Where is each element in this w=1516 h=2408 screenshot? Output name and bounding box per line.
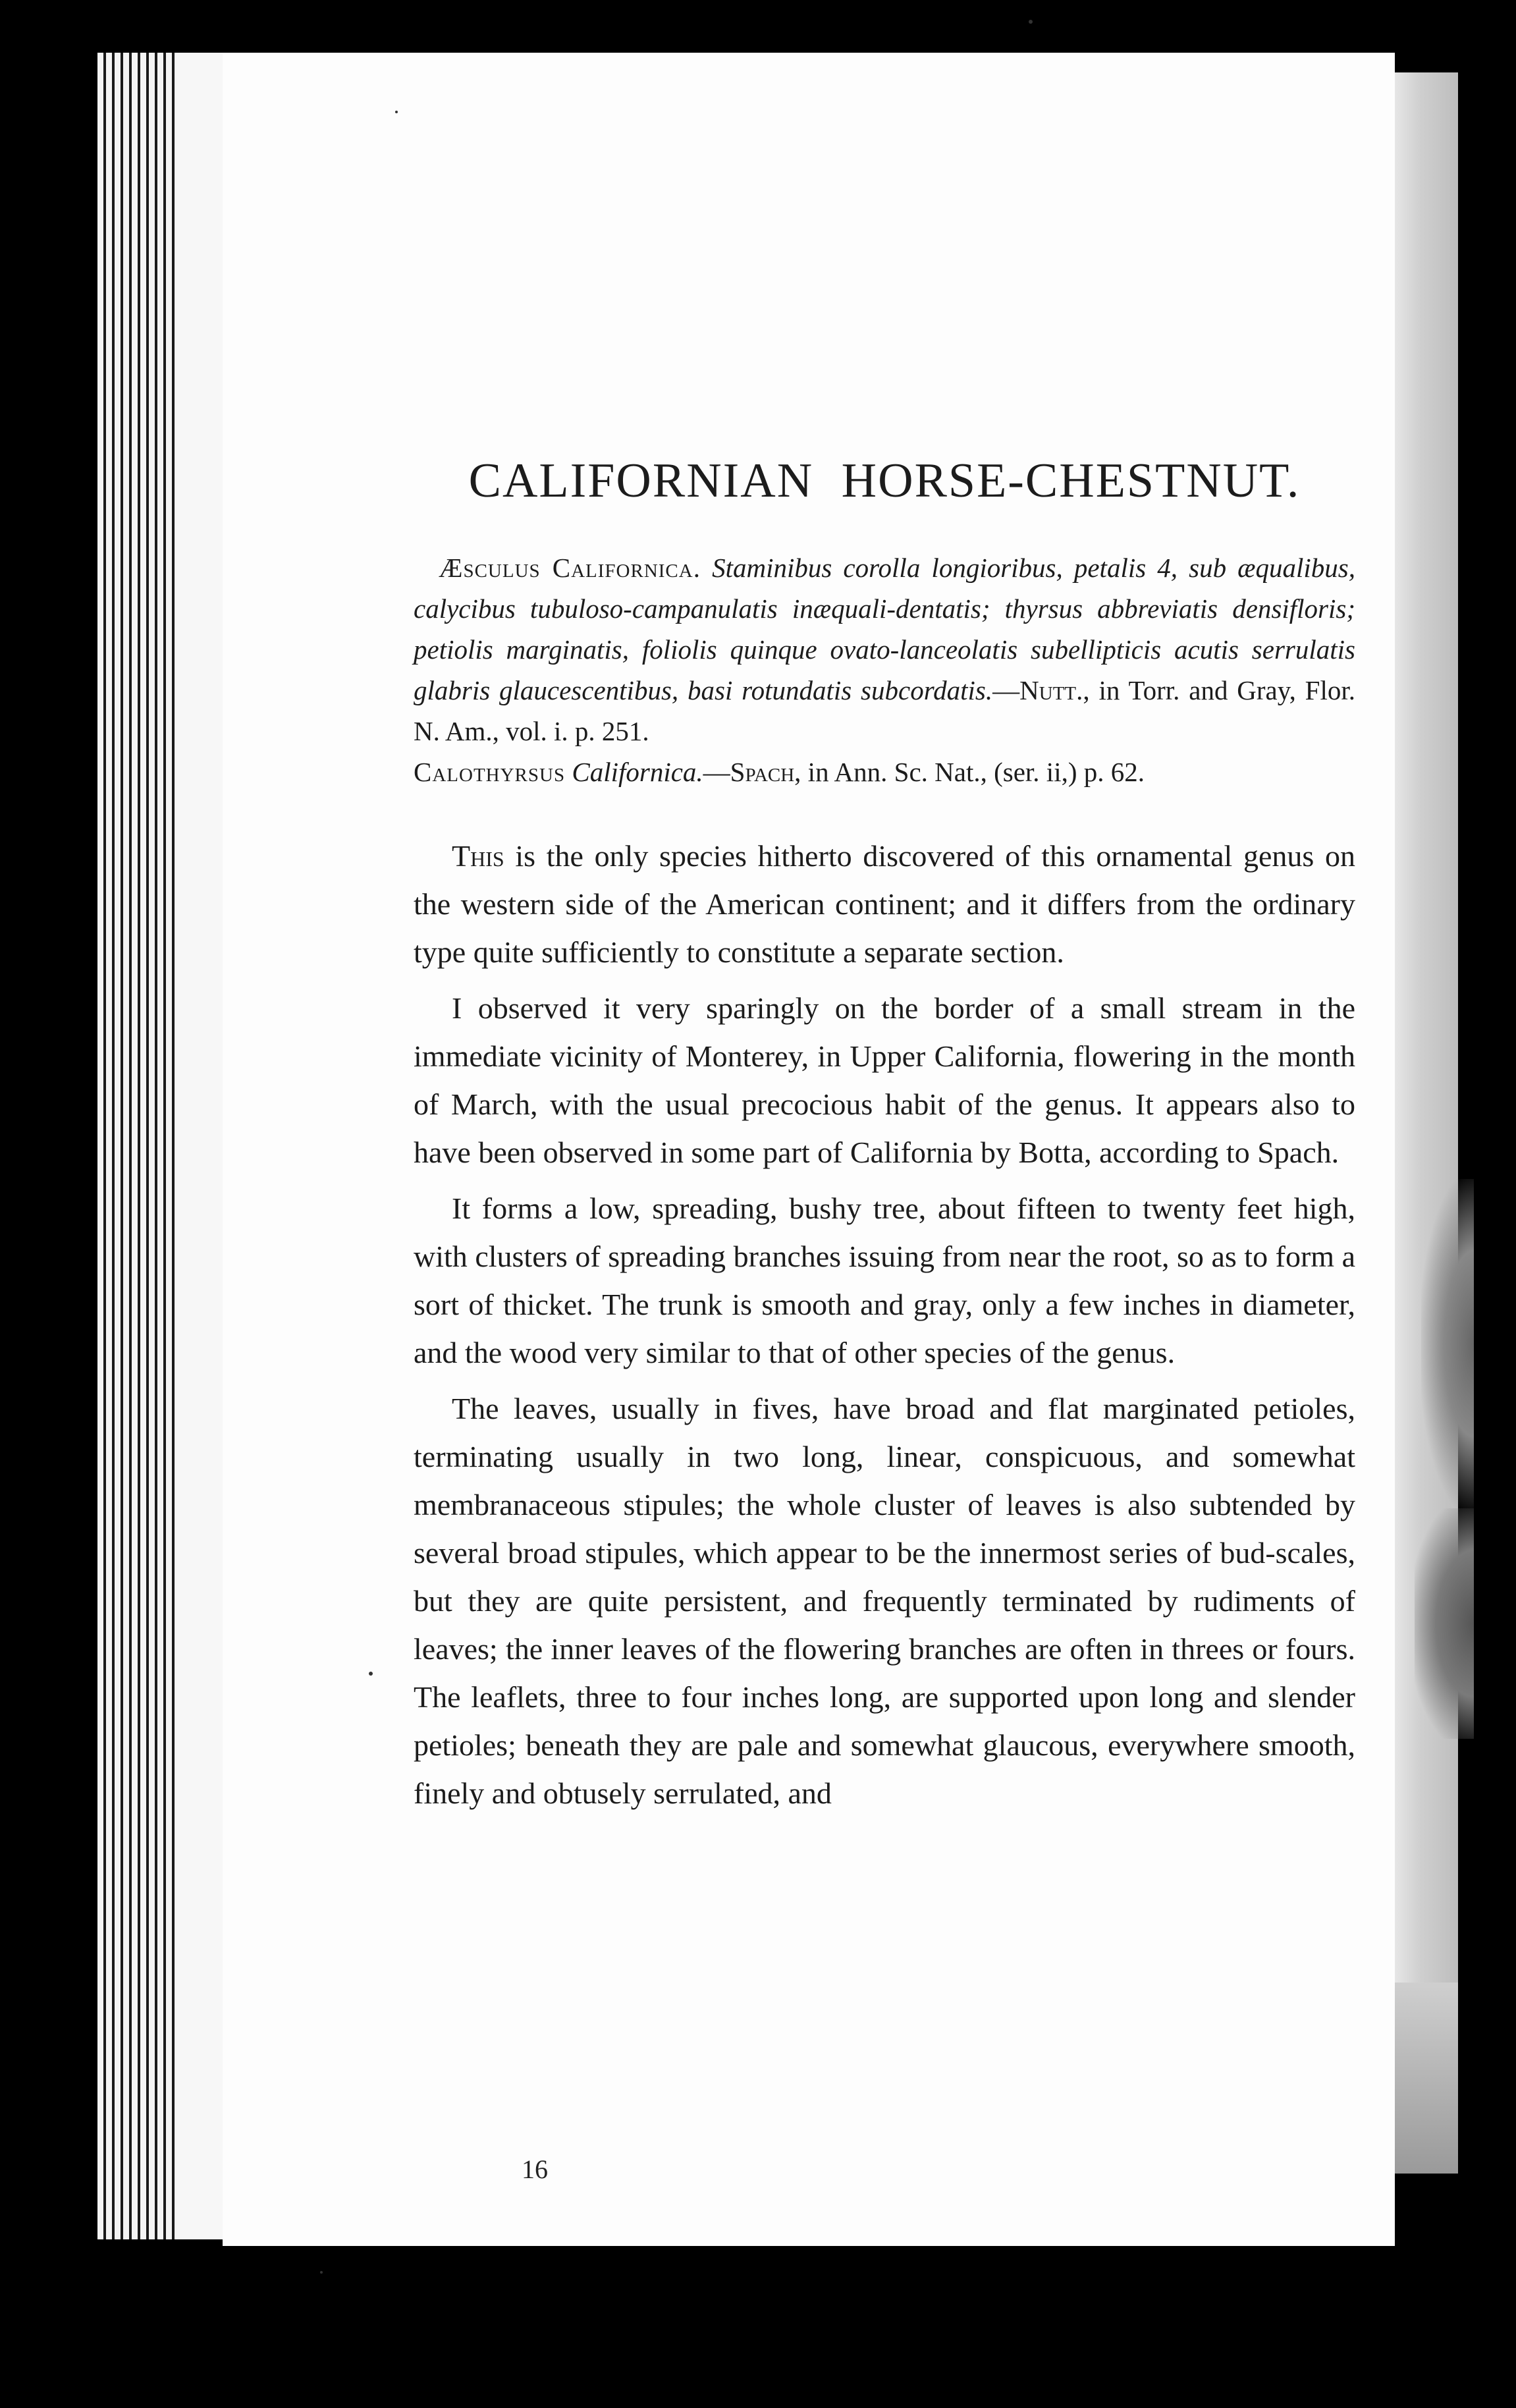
- facing-page-shadow: [1421, 1179, 1474, 1508]
- citation-text: , in Torr. and Gray, Flor. N. Am., vol. i. p. 251.: [414, 675, 1355, 746]
- paragraph-text: is the only species hitherto discovered of this ornamental genus on the western side of the American continent; and it differs from the ordinary type quite sufficiently to constitute a separate section.: [414, 839, 1355, 969]
- paragraph-text: It forms a low, spreading, bushy tree, about fifteen to twenty feet high, with clusters of spreading branches issuing from near the root, so as to form a sort of thicket. The trunk is smooth and gray, only a few inches in diameter, and the wood very similar to that of other species of the genus.: [414, 1191, 1355, 1369]
- body-text: [414, 832, 1355, 1817]
- paragraph-text: I observed it very sparingly on the border of a small stream in the immediate vicinity of Monterey, in Upper California, flowering in the month of March, with the usual precocious habit of the genus. It appears also to have been observed in some part of California by Botta, according to Spach.: [414, 991, 1355, 1169]
- paragraph-text: The leaves, usually in fives, have broad and flat marginated petioles, terminating usually in two long, linear, conspicuous, and somewhat membranaceous stipules; the whole cluster of leaves is also subtended by several broad stipules, which appear to be the innermost series of bud-scales, but they are quite persistent, and frequently terminated by rudiments of leaves; the inner leaves of the flowering branches are often in threes or fours. The leaflets, three to four inches long, are supported upon long and slender petioles; beneath they are pale and somewhat glaucous, everywhere smooth, finely and obtusely serrulated, and: [414, 1392, 1355, 1810]
- scan-speck: [1029, 20, 1033, 24]
- genus-name: Æsculus Californica.: [439, 553, 701, 583]
- paragraph: [414, 832, 1355, 976]
- synonymy-entry: [414, 547, 1355, 752]
- latin-diagnosis: Staminibus corolla longioribus, petalis 4, sub æqualibus, calycibus tubuloso-campanulatis inæquali-dentatis; thyrsus abbreviatis densifloris; petiolis marginatis, foliolis quinque ovato-lanceolatis subellipticis acutis serrulatis glabris glaucescentibus, basi rotundatis subcordatis.: [414, 553, 1356, 705]
- citation-author: —Nutt.: [992, 675, 1083, 705]
- facing-page-shadow: [1415, 1508, 1474, 1739]
- page-content: [414, 453, 1355, 1825]
- paragraph-lead: This: [452, 839, 504, 873]
- genus-name: Calothyrsus: [414, 757, 566, 787]
- synonymy-entry: [414, 752, 1355, 792]
- species-name: Californica.: [572, 757, 703, 787]
- page-title: CALIFORNIAN HORSE-CHESTNUT.: [468, 454, 1301, 508]
- paragraph: [414, 1184, 1355, 1377]
- facing-page-edge: [1395, 72, 1458, 2174]
- facing-page-shadow: [1395, 1983, 1458, 2174]
- citation-text: , in Ann. Sc. Nat., (ser. ii,) p. 62.: [794, 757, 1145, 787]
- scan-speck: [395, 111, 398, 113]
- page-edge-solid: [176, 53, 223, 2239]
- scan-speck: [320, 2271, 323, 2274]
- signature-mark: 16: [522, 2154, 548, 2184]
- scan-speck: [369, 1672, 373, 1676]
- citation-author: —Spach: [703, 757, 795, 787]
- book-page-edges: [97, 53, 223, 2239]
- paragraph: [414, 1384, 1355, 1817]
- paragraph: [414, 984, 1355, 1176]
